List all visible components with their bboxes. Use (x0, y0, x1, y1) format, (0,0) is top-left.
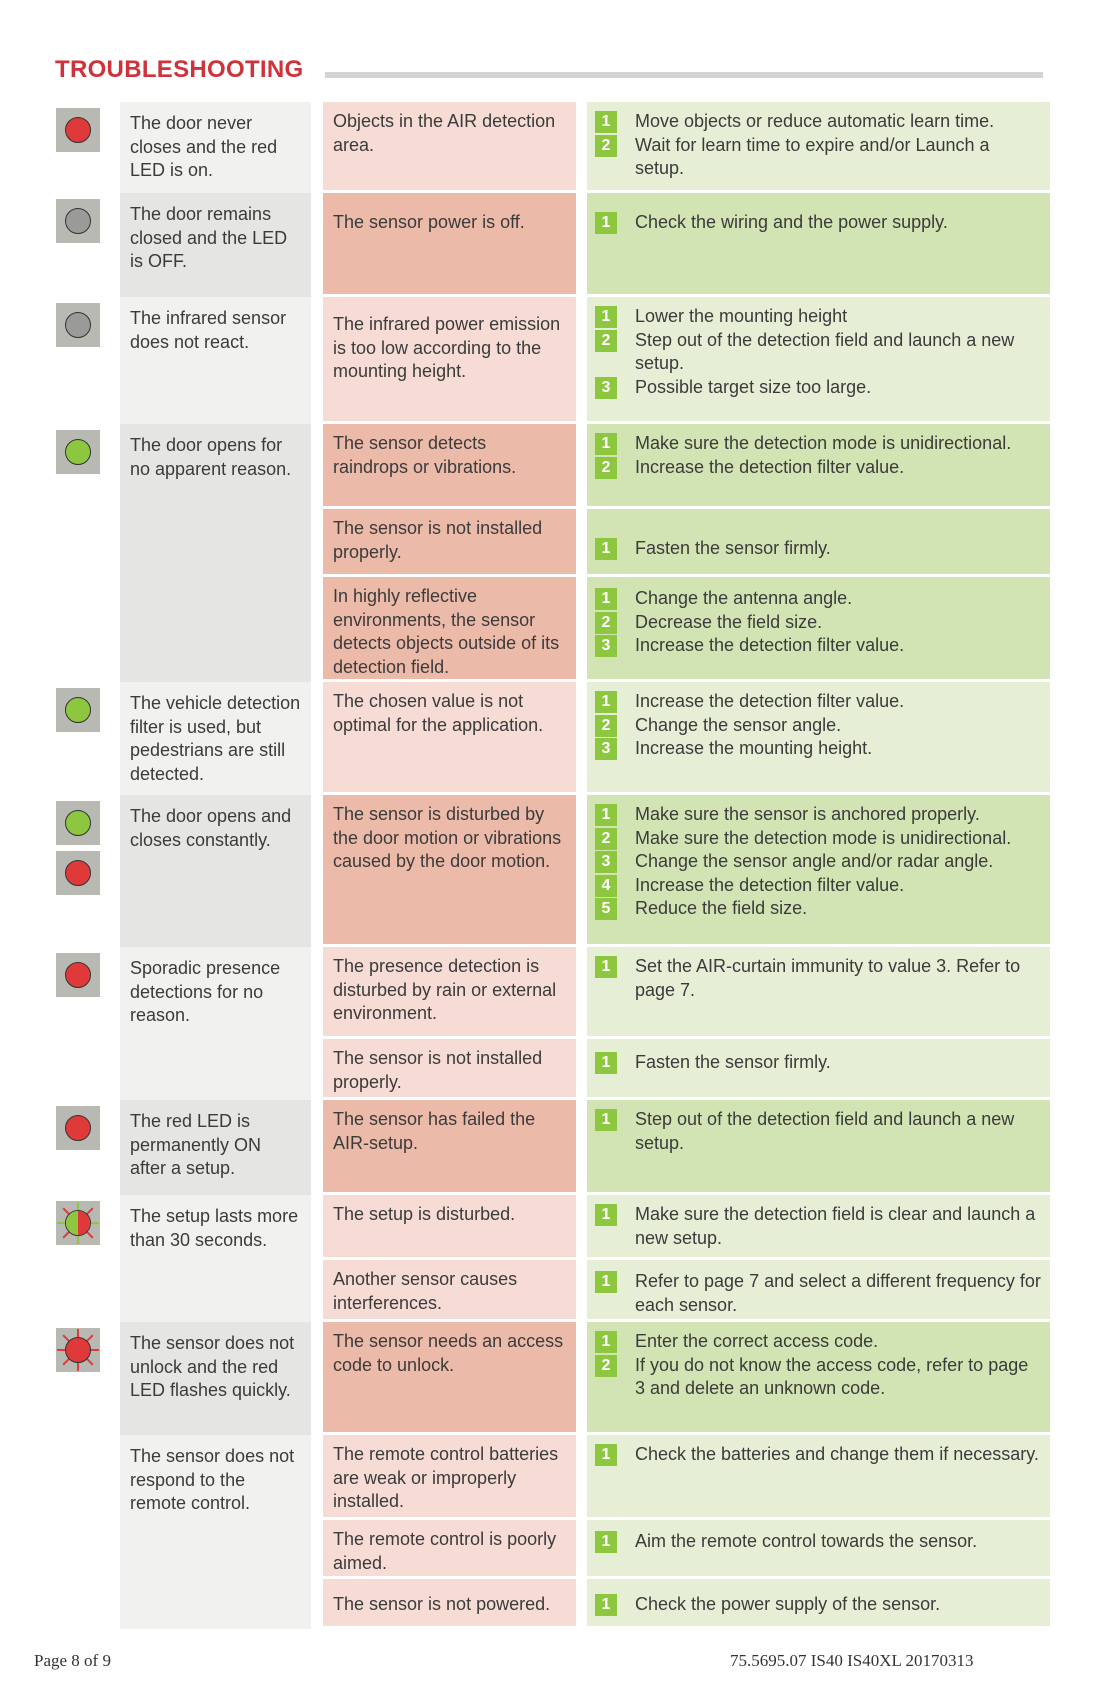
led-indicator-icon (56, 1328, 100, 1372)
solution-cell (587, 424, 1050, 506)
cause-cell (323, 1520, 576, 1576)
symptom-text: The door never closes and the red LED is on. (130, 113, 278, 180)
step-text: Lower the mounting height (635, 306, 848, 326)
cause-cell (323, 424, 576, 506)
solution-cell (587, 1579, 1050, 1626)
cause-cell (323, 1322, 576, 1432)
step-number-badge: 1 (595, 1052, 617, 1074)
step-number-badge: 1 (595, 956, 617, 978)
solution-step (595, 1203, 1042, 1250)
step-text: Decrease the field size. (635, 611, 823, 632)
led-dot (65, 697, 91, 723)
led-indicator-icon (56, 108, 100, 152)
solution-step (595, 1530, 1042, 1554)
solution-cell (587, 1039, 1050, 1097)
solution-cell (587, 1322, 1050, 1432)
solution-step (595, 329, 1042, 376)
symptom-text: The red LED is permanently ON after a setup. (130, 1111, 262, 1178)
cause-text: The sensor detects raindrops or vibrations. (333, 433, 517, 477)
cause-text: The sensor is not powered. (333, 1594, 551, 1614)
led-dot (65, 962, 91, 988)
step-number-badge: 2 (595, 457, 617, 479)
page-title: TROUBLESHOOTING (55, 56, 304, 83)
symptom-cell (120, 947, 311, 1100)
led-dot (65, 860, 91, 886)
step-text: Possible target size too large. (635, 376, 872, 397)
step-number-badge: 2 (595, 612, 617, 634)
cause-cell (323, 1260, 576, 1319)
step-number-badge: 1 (595, 111, 617, 133)
solution-step (595, 537, 1042, 561)
step-number-badge: 3 (595, 635, 617, 657)
solution-step (595, 110, 1042, 134)
led-dot (65, 810, 91, 836)
step-number-badge: 1 (595, 306, 617, 328)
cause-text: The remote control is poorly aimed. (333, 1529, 557, 1573)
step-number-badge: 1 (595, 691, 617, 713)
symptom-text: The sensor does not respond to the remote control. (130, 1446, 295, 1513)
led-indicator-icon (56, 801, 100, 845)
cause-text: The remote control batteries are weak or improperly installed. (333, 1444, 559, 1511)
cause-cell (323, 1435, 576, 1517)
step-number-badge: 2 (595, 828, 617, 850)
solution-step (595, 1330, 1042, 1354)
step-text: Increase the mounting height. (635, 738, 873, 758)
solution-step (595, 803, 1042, 827)
step-number-badge: 1 (595, 588, 617, 610)
led-indicator-icon (56, 953, 100, 997)
step-text: Fasten the sensor firmly. (635, 1052, 831, 1072)
cause-cell (323, 1195, 576, 1257)
symptom-text: The door remains closed and the LED is OFF. (130, 204, 288, 271)
led-dot (65, 1210, 91, 1236)
solution-step (595, 737, 1042, 761)
solution-step (595, 587, 1042, 611)
cause-text: Another sensor causes interferences. (333, 1269, 518, 1313)
led-indicator-icon (56, 1106, 100, 1150)
step-number-badge: 5 (595, 898, 617, 920)
step-text: Aim the remote control towards the sensor. (635, 1531, 978, 1551)
solution-cell (587, 682, 1050, 792)
solution-step (595, 305, 1042, 329)
symptom-cell (120, 1322, 311, 1435)
cause-text: Objects in the AIR detection area. (333, 111, 556, 155)
cause-text: The chosen value is not optimal for the application. (333, 691, 544, 735)
step-text: Move objects or reduce automatic learn time. (635, 111, 995, 131)
step-number-badge: 2 (595, 715, 617, 737)
cause-text: The setup is disturbed. (333, 1204, 516, 1224)
led-dot (65, 439, 91, 465)
led-indicator-icon (56, 688, 100, 732)
step-text: Check the wiring and the power supply. (635, 212, 948, 232)
led-half-red (78, 1211, 90, 1235)
cause-text: The presence detection is disturbed by rain or external environment. (333, 956, 557, 1023)
step-text: Make sure the sensor is anchored properly. (635, 804, 980, 824)
cause-cell (323, 577, 576, 679)
led-indicator-icon (56, 303, 100, 347)
cause-text: The sensor needs an access code to unlock. (333, 1331, 564, 1375)
solution-cell (587, 193, 1050, 294)
led-dot (65, 208, 91, 234)
step-text: Wait for learn time to expire and/or Launch a setup. (635, 134, 990, 178)
solution-step (595, 714, 1042, 738)
symptom-text: The door opens for no apparent reason. (130, 435, 292, 479)
solution-cell (587, 102, 1050, 190)
step-number-badge: 3 (595, 377, 617, 399)
step-number-badge: 1 (595, 1331, 617, 1353)
step-text: Refer to page 7 and select a different frequency for each sensor. (635, 1271, 1041, 1315)
step-text: Reduce the field size. (635, 898, 808, 918)
step-text: Make sure the detection field is clear and launch a new setup. (635, 1204, 1036, 1248)
step-number-badge: 1 (595, 1109, 617, 1131)
step-number-badge: 1 (595, 804, 617, 826)
solution-cell (587, 1195, 1050, 1257)
solution-step (595, 955, 1042, 1002)
step-text: Make sure the detection mode is unidirectional. (635, 433, 1012, 453)
cause-text: The sensor power is off. (333, 212, 525, 232)
document-reference: 75.5695.07 IS40 IS40XL 20170313 (730, 1651, 974, 1670)
cause-cell (323, 947, 576, 1036)
solution-step (595, 1051, 1042, 1075)
step-number-badge: 1 (595, 1204, 617, 1226)
symptom-cell (120, 193, 311, 297)
solution-step (595, 897, 1042, 921)
step-text: Change the sensor angle and/or radar angle. (635, 851, 994, 871)
step-number-badge: 1 (595, 1444, 617, 1466)
led-dot (65, 1115, 91, 1141)
solution-step (595, 376, 1042, 400)
led-indicator-icon (56, 851, 100, 895)
cause-cell (323, 795, 576, 944)
step-number-badge: 2 (595, 330, 617, 352)
step-text: If you do not know the access code, refer to page 3 and delete an unknown code. (635, 1354, 1029, 1398)
solution-cell (587, 297, 1050, 421)
step-text: Set the AIR-curtain immunity to value 3. Refer to page 7. (635, 956, 1021, 1000)
step-text: Make sure the detection mode is unidirectional. (635, 827, 1012, 848)
solution-cell (587, 1435, 1050, 1517)
symptom-cell (120, 1100, 311, 1195)
step-text: Increase the detection filter value. (635, 635, 905, 655)
step-number-badge: 2 (595, 135, 617, 157)
solution-step (595, 1270, 1042, 1317)
cause-text: The sensor is disturbed by the door motion or vibrations caused by the door motion. (333, 804, 562, 871)
solution-step (595, 1108, 1042, 1155)
symptom-cell (120, 682, 311, 795)
solution-cell (587, 1520, 1050, 1576)
cause-text: In highly reflective environments, the sensor detects objects outside of its detection field. (333, 586, 560, 677)
step-number-badge: 1 (595, 433, 617, 455)
cause-cell (323, 509, 576, 574)
solution-step (595, 211, 1042, 235)
solution-step (595, 850, 1042, 874)
symptom-text: The door opens and closes constantly. (130, 806, 292, 850)
step-number-badge: 4 (595, 875, 617, 897)
step-text: Check the power supply of the sensor. (635, 1594, 941, 1614)
solution-cell (587, 1100, 1050, 1192)
solution-step (595, 456, 1042, 480)
symptom-cell (120, 424, 311, 682)
led-indicator-icon (56, 1201, 100, 1245)
step-text: Increase the detection filter value. (635, 874, 905, 895)
cause-cell (323, 193, 576, 294)
page-number: Page 8 of 9 (34, 1651, 111, 1670)
led-dot (65, 117, 91, 143)
title-rule (325, 72, 1043, 78)
solution-step (595, 432, 1042, 456)
step-number-badge: 2 (595, 1355, 617, 1377)
cause-cell (323, 1039, 576, 1097)
solution-cell (587, 577, 1050, 679)
cause-cell (323, 682, 576, 792)
solution-step (595, 1593, 1042, 1617)
symptom-text: The setup lasts more than 30 seconds. (130, 1206, 299, 1250)
cause-text: The sensor is not installed properly. (333, 1048, 543, 1092)
symptom-text: The vehicle detection filter is used, but pedestrians are still detected. (130, 693, 301, 784)
step-number-badge: 1 (595, 1594, 617, 1616)
cause-text: The infrared power emission is too low according to the mounting height. (333, 314, 561, 381)
step-text: Step out of the detection field and launch a new setup. (635, 329, 1015, 373)
step-text: Change the sensor angle. (635, 714, 842, 735)
solution-cell (587, 947, 1050, 1036)
symptom-text: Sporadic presence detections for no reason. (130, 958, 281, 1025)
cause-cell (323, 1100, 576, 1192)
symptom-cell (120, 795, 311, 947)
cause-cell (323, 102, 576, 190)
solution-step (595, 1354, 1042, 1401)
step-text: Increase the detection filter value. (635, 456, 905, 477)
step-text: Fasten the sensor firmly. (635, 538, 831, 558)
led-dot (65, 312, 91, 338)
step-text: Step out of the detection field and launch a new setup. (635, 1109, 1015, 1153)
step-number-badge: 1 (595, 1531, 617, 1553)
solution-step (595, 827, 1042, 851)
cause-cell (323, 297, 576, 421)
cause-text: The sensor has failed the AIR-setup. (333, 1109, 536, 1153)
solution-step (595, 611, 1042, 635)
led-indicator-icon (56, 430, 100, 474)
solution-step (595, 874, 1042, 898)
cause-cell (323, 1579, 576, 1626)
symptom-cell (120, 102, 311, 193)
solution-step (595, 690, 1042, 714)
step-text: Increase the detection filter value. (635, 691, 905, 711)
solution-cell (587, 1260, 1050, 1319)
solution-step (595, 134, 1042, 181)
step-number-badge: 1 (595, 538, 617, 560)
symptom-cell (120, 1195, 311, 1322)
led-indicator-icon (56, 199, 100, 243)
cause-text: The sensor is not installed properly. (333, 518, 543, 562)
solution-cell (587, 509, 1050, 574)
symptom-text: The sensor does not unlock and the red LED flashes quickly. (130, 1333, 295, 1400)
symptom-text: The infrared sensor does not react. (130, 308, 287, 352)
step-text: Enter the correct access code. (635, 1331, 879, 1351)
step-number-badge: 1 (595, 212, 617, 234)
led-half-green (66, 1211, 78, 1235)
solution-step (595, 634, 1042, 658)
solution-step (595, 1443, 1042, 1467)
symptom-cell (120, 297, 311, 424)
led-dot (65, 1337, 91, 1363)
step-number-badge: 3 (595, 738, 617, 760)
step-number-badge: 3 (595, 851, 617, 873)
step-number-badge: 1 (595, 1271, 617, 1293)
step-text: Change the antenna angle. (635, 588, 853, 608)
step-text: Check the batteries and change them if necessary. (635, 1444, 1039, 1464)
symptom-cell (120, 1435, 311, 1629)
solution-cell (587, 795, 1050, 944)
